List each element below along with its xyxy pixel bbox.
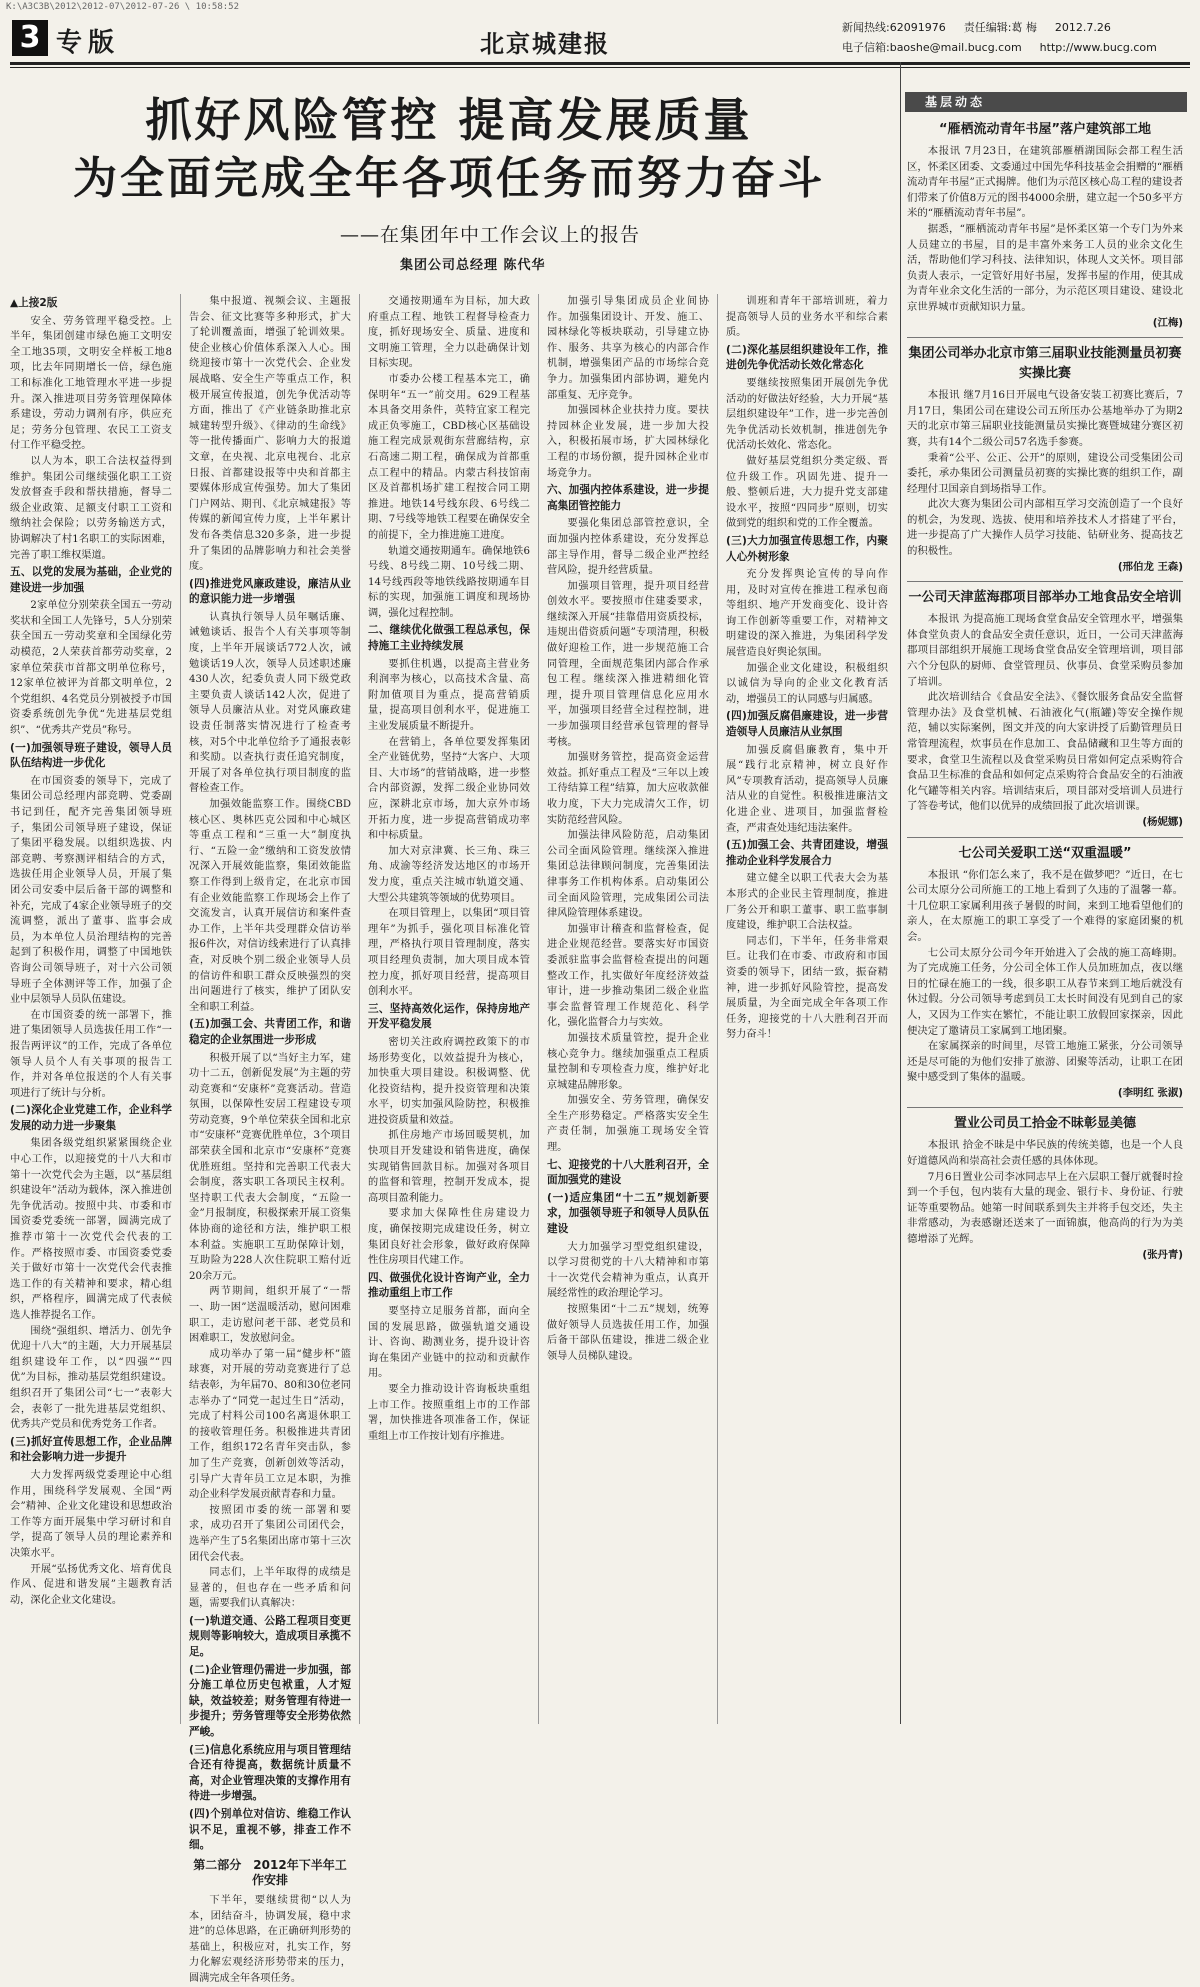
article-paragraph: 加大对京津冀、长三角、珠三角、成渝等经济发达地区的市场开发力度，重点关注城市轨道交通、大型公共建筑等领域的优势项目。 [368, 845, 530, 904]
news-item-author: (李明红 张淑) [1117, 1086, 1183, 1099]
article-paragraph: 加强审计稽查和监督检查，促进企业规范经营。要落实好市国资委派驻监事会监督检查提出的问题整改工作，扎实做好年度经济效益审计，进一步推动集团二级企业监事会监督管理工作规范化、科学化，强化监督合力与实效。 [547, 923, 709, 1029]
article-paragraph: 开展“弘扬优秀文化、培育优良作风、促进和谐发展”主题教育活动，深化企业文化建设。 [10, 1563, 172, 1606]
article-paragraph: 充分发挥舆论宣传的导向作用，及时对宣传在推进工程承包商等组织、地产开发商变化、设计咨询工作创新等重要工作，对精神文明建设的深入推进，为集团科学发展营造良好舆论氛围。 [726, 569, 888, 659]
article-paragraph: 加强安全、劳务管理，确保安全生产形势稳定。严格落实安全生产责任制，加强施工现场安全管理。 [547, 1095, 709, 1154]
article-paragraph: 加强园林企业扶持力度。要扶持园林企业发展，进一步加大投入，积极拓展市场，扩大园林绿化工程的市场份额，提升园林企业市场竞争力。 [547, 405, 709, 479]
headline-line-1: 抓好风险管控 提高发展质量 [145, 93, 753, 147]
news-item-title: 置业公司员工拾金不昧彰显美德 [953, 1116, 1136, 1132]
sidebar-band-title: 基层动态 [905, 92, 1187, 112]
article-paragraph: 按照团市委的统一部署和要求，成功召开了集团公司团代会，选举产生了5名集团出席市第十三次团代会代表。 [189, 1504, 351, 1563]
news-sidebar [900, 62, 1191, 1724]
article-paragraph: 加强反腐倡廉教育，集中开展“践行北京精神，树立良好作风”专项教育活动，提高领导人员廉洁从业的自觉性。积极推进廉洁文化进企业、进项目，加强监督检查，严肃查处违纪违法案件。 [726, 744, 888, 834]
article-paragraph: 大力发挥两级党委理论中心组作用，围绕科学发展观、全国“两会”精神、企业文化建设和思想政治工作等方面开展集中学习研讨和自学，提高了领导人员的理论素养和决策水平。 [10, 1469, 172, 1559]
article-paragraph: 在市国资委的领导下，完成了集团公司总经理内部竞聘、党委副书记到任，配齐完善集团领导班子，集团公司领导班子建设，保证了集团平稳发展。以组织选拔、内部竞聘、考察测评相结合的方式，选拔任用企业领导人员，开展了集团公司安委中层后备干部的调整和补充，完成了4家企业领导班子的交流调整，派出了董事、监事会成员，为本单位人员治理结构的完善起到了积极作用，调整了中国地铁咨询公司领导班子，对十六公司领导班子全体测评等工作，加强了企业中层领导人员队伍建设。 [10, 775, 172, 1006]
article-paragraph: 密切关注政府调控政策下的市场形势变化，以效益提升为核心，加快重大项目建设。积极调整、优化投资结构，提升投资管理和决策水平，切实加强风险防控，积极推进投资质量和效益。 [368, 1036, 530, 1126]
subsection-heading: (四)个别单位对信访、维稳工作认识不足，重视不够，排查工作不细。 [189, 1808, 351, 1852]
subsection-heading: (二)深化企业党建工作，企业科学发展的动力进一步聚集 [10, 1104, 172, 1132]
item-separator [907, 837, 1183, 838]
article-paragraph: 以人为本，职工合法权益得到维护。集团公司继续强化职工工资发放督查手段和帮扶措施，督导二级企业政策、足额支付职工工资和缴纳社会保险；以劳务输送方式，协调解决了村1名职工的实际困难，完善了职工维权渠道。 [10, 455, 172, 561]
article-paragraph: 同志们，上半年取得的成绩是显著的，但也存在一些矛盾和问题，需要我们认真解决： [189, 1567, 351, 1610]
news-item-paragraph: 七公司太原分公司今年开始进入了会战的施工高峰期。为了完成施工任务，分公司全体工作人员加班加点，夜以继日的忙碌在施工的一线，很多职工从春节来到工地后就没有休过假。分公司领导考虑到员工太长时间没有见到自己的家人，又因为工作实在繁忙，不能让职工放假回家探亲，因此便决定了邀请员工家属到工地团聚。 [907, 946, 1183, 1037]
subsection-heading: (三)信息化系统应用与项目管理结合还有待提高，数据统计质量不高，对企业管理决策的支撑作用有待进一步增强。 [189, 1743, 351, 1803]
column-divider [180, 294, 181, 1724]
hotline: 新闻热线:62091976 [842, 21, 946, 34]
subsection-heading: 二、继续优化做强工程总承包，保持施工主业持续发展 [368, 624, 530, 653]
article-paragraph: 集中报道、视频会议、主题报告会、征文比赛等多种形式，扩大了轮训覆盖面，增强了轮训效果。使企业核心价值体系深入人心。围绕迎接市第十一次党代会、企业发展战略、安全生产等重点工作，积极开展宣传报道，创先争优活动等方面，推出了《产业链条助推北京城建转型升级》、《律动的生命线》等一批传播面广、影响力大的报道文章，在央视、北京电视台、北京日报、首都建设报等中央和首都主要媒体形成宣传强势。加大了集团门户网站、期刊、《北京城建报》等传媒的新闻宣传力度，上半年累计发布各类信息320多条，进一步提升了集团的品牌影响力和社会美誉度。 [189, 296, 351, 573]
article-paragraph: 加强法律风险防范，启动集团公司全面风险管理。继续深入推进集团总法律顾问制度，完善集团法律事务工作机构体系。启动集团公司全面风险管理，完成集团公司法律风险管理体系建设。 [547, 830, 709, 920]
article-column [726, 294, 888, 1724]
news-item-author: (邢伯龙 王森) [1117, 560, 1183, 573]
news-item-title: 七公司关爱职工送“双重温暖” [958, 845, 1132, 861]
news-item-paragraph: 本报讯 “你们怎么来了，我不是在做梦吧？”近日，在七公司太原分公司所施工的工地上看到了久违的了温馨一幕。十几位职工家属利用孩子暑假的时间，来到工地看望他们的亲人，在太原施工的职工享受了一个难得的家庭团聚的机会。 [907, 868, 1183, 943]
article-paragraph: 交通按期通车为目标，加大政府重点工程、地铁工程督导检查力度，抓好现场安全、质量、进度和文明施工管理，全力以赴确保计划目标实现。 [368, 296, 530, 370]
article-column [10, 294, 172, 1724]
article-paragraph: 要求加大保障性住房建设力度，确保按期完成建设任务，树立集团良好社会形象，做好政府保障性住房项目代建工作。 [368, 1208, 530, 1267]
subsection-heading: 四、做强优化设计咨询产业，全力推动重组上市工作 [368, 1271, 530, 1300]
item-separator [907, 1107, 1183, 1108]
news-item-paragraph: 此次大赛为集团公司内部相互学习交流创造了一个良好的机会，为发现、选拔、使用和培养技术人才搭建了平台，进一步提高了广大操作人员学习技能、钻研业务、提高技艺的积极性。 [907, 498, 1183, 558]
article-paragraph: 按照集团“十二五”规划，统筹做好领导人员选拔任用工作，加强后备干部队伍建设，推进二级企业领导人员梯队建设。 [547, 1304, 709, 1362]
sidebar-news-item [907, 344, 1183, 582]
article-paragraph: 抓住房地产市场回暖契机，加快项目开发建设和销售进度，确保实现销售回款目标。加强对各项目的监督和管理，控制开发成本，提高项目盈利能力。 [368, 1130, 530, 1204]
column-divider [717, 294, 718, 1724]
news-item-author: (杨妮娜) [1142, 815, 1183, 828]
article-paragraph: 在市国资委的统一部署下，推进了集团领导人员选拔任用工作“一报告两评议”的工作，完成了各单位领导人员个人有关事项的报告工作，并对各单位报送的个人有关事项进行了统计与分析。 [10, 1009, 172, 1099]
article-paragraph: 积极开展了以“当好主力军，建功十二五，创新促发展”为主题的劳动竞赛和“安康杯”竞赛活动。营造氛围，以保障性安居工程建设专项劳动竞赛，9个单位荣获全国和北京市“安康杯”竞赛优胜单位，3个项目部荣获全国和北京市“安康杯”竞赛优胜班组。坚持和完善职工代表大会制度，落实职工各项民主权利。坚持职工代表大会制度，“五险一金”月报制度，积极探索开展工资集体协商的途径和方法，维护职工根本利益。实施职工互助保障计划，互助险为228人次住院职工赔付近20余万元。 [189, 1052, 351, 1282]
paper-name: 北京城建报 [480, 30, 610, 58]
headline-line-2: 为全面完成全年各项任务而努力奋斗 [73, 153, 825, 204]
website: http://www.bucg.com [1039, 41, 1157, 54]
subsection-heading: 三、坚持高效化运作，保持房地产开发平稳发展 [368, 1002, 530, 1031]
column-divider [359, 294, 360, 1724]
news-item-author: (江梅) [1152, 316, 1183, 329]
news-item-paragraph: 7月6日置业公司李冰同志早上在六层职工餐厅就餐时捡到一个手包，包内装有大量的现金、银行卡、身份证、行驶证等重要物品。她第一时间联系到失主并将手包交还，失主非常感动，为表感谢还送来了一面锦旗，他高尚的行为为美德增添了光辉。 [907, 1170, 1183, 1246]
subsection-heading: (三)大力加强宣传思想工作，内聚人心外树形象 [726, 534, 888, 563]
item-separator [907, 337, 1183, 338]
article-headline-block [10, 78, 888, 288]
article-column [368, 294, 530, 1724]
news-item-paragraph: 秉着“公平、公正、公开”的原则，建设公司受集团公司委托，承办集团公司测量员初赛的实操比赛的组织工作，副经理付卫国亲自到场指导工作。 [907, 451, 1183, 495]
subsection-heading: (一)轨道交通、公路工程项目变更规则等影响较大，造成项目承揽不足。 [189, 1614, 351, 1659]
article-paragraph: 加强技术质量管控，提升企业核心竞争力。继续加强重点工程质量控制和专项检查力度，维护好北京城建品牌形象。 [547, 1032, 709, 1091]
subsection-heading: (二)深化基层组织建设年工作，推进创先争优活动长效化常态化 [726, 343, 888, 372]
article-paragraph: 加强企业文化建设，积极组织以诚信为导向的企业文化教育活动，增强员工的认同感与归属感。 [726, 662, 888, 705]
page-type: 专版 [56, 28, 121, 58]
subsection-heading: (一)加强领导班子建设，领导人员队伍结构进一步优化 [10, 741, 172, 770]
page-number: 3 [12, 20, 48, 56]
article-paragraph: 2家单位分别荣获全国五一劳动奖状和全国工人先锋号，5人分别荣获全国五一劳动奖章和全国绿化劳动模范，2人荣获首都劳动奖章，2家单位荣获市首都文明单位称号，12家单位被评为首都文明单位，2个党组织、4名党员分别被授予市国资委系统创先争优“先进基层党组织”、“优秀共产党员”称号。 [10, 600, 172, 737]
subsection-heading: 五、以党的发展为基础，企业党的建设进一步加强 [10, 566, 172, 594]
article-paragraph: 加强财务管控，提高资金运营效益。抓好重点工程及“三年以上竣工待结算工程”结算，加大应收款催收力度，下大力完成清欠工作，切实防范经营风险。 [547, 752, 709, 826]
subsection-heading: (四)加强反腐倡廉建设，进一步营造领导人员廉洁从业氛围 [726, 710, 888, 739]
editor: 责任编辑:葛 梅 [963, 21, 1037, 34]
article-paragraph: 轨道交通按期通车。确保地铁6号线、8号线二期、10号线二期、14号线西段等地铁线路按期通车目标的实现，加强施工调度和现场协调，强化过程控制。 [368, 545, 530, 619]
article-paragraph: 下半年，要继续贯彻“以人为本，团结奋斗，协调发展，稳中求进”的总体思路，在正确研判形势的基础上，积极应对，扎实工作，努力化解宏观经济形势带来的压力，圆满完成全年各项任务。 [189, 1894, 351, 1984]
item-separator [907, 581, 1183, 582]
news-item-paragraph: 此次培训结合《食品安全法》、《餐饮服务食品安全监督管理办法》及食堂机械、石油液化气(瓶罐)等安全操作规范，辅以实际案例，图文并茂的向大家讲授了后勤管理员日常管理流程，炊事员在作息加工、食品储藏和卫生等方面的要求，食堂卫生流程以及食堂采购员日常如何定点采购符合食品卫生标准的食品和如何定点采购符合食品安全的石油液化气罐等相关内容。培训结束后，项目部对受培训人员进行了答卷考试，他们以优异的成绩回报了此次培训课。 [907, 691, 1183, 813]
sidebar-news-item [907, 1114, 1183, 1263]
article-subtitle: ——在集团年中工作会议上的报告 [340, 224, 641, 246]
news-item-paragraph: 在家属探亲的时间里，尽管工地施工紧张，分公司领导还是尽可能的为他们安排了旅游、团聚等活动，让职工在团聚中感受到了集体的温暖。 [907, 1040, 1183, 1084]
article-byline: 集团公司总经理 陈代华 [400, 258, 546, 273]
news-item-author: (张丹青) [1142, 1248, 1183, 1261]
sidebar-items [907, 120, 1183, 1720]
subsection-heading: (二)企业管理仍需进一步加强，部分施工单位历史包袱重，人才短缺，效益较差；财务管理有待进一步提升；劳务管理等安全形势依然严峻。 [189, 1663, 351, 1739]
news-item-paragraph: 据悉，“雁栖流动青年书屋”是怀柔区第一个专门为外来人员建立的书屋，目的是丰富外来务工人员的业余文化生活，帮助他们学习科技、法律知识，体现人文关怀。项目部负责人表示，一定管好用好书屋，发挥书屋的作用，使其成为青年业余文化生活的一部分，为示范区项目建设、建设北京世界城市贡献知识力量。 [907, 222, 1183, 313]
column-divider [538, 294, 539, 1724]
article-paragraph: 要继续按照集团开展创先争优活动的好做法好经验，大力开展“基层组织建设年”工作，进一步完善创先争优活动长效机制，推进创先争优活动长效化、常态化。 [726, 377, 888, 452]
news-item-title: “雁栖流动青年书屋”落户建筑部工地 [938, 122, 1152, 137]
article-paragraph: 要坚持立足服务首都，面向全国的发展思路，做强轨道交通设计、咨询、勘测业务，提升设计咨询在集团产业链中的拉动和贡献作用。 [368, 1306, 530, 1380]
article-paragraph: 市委办公楼工程基本完工，确保明年“五一”前交用。629工程基本具备交用条件，英特宜家工程完成正负零施工，CBD核心区基础设施工程完成景观街东营廊结构，京石高速二期工程，确保成为首都重点工程中的精品。内蒙古科技馆南区及首都机场扩建工程按合同工期推进。地铁14号线东段、6号线二期、7号线等地铁工程要在确保安全的前提下，全力推进施工进度。 [368, 373, 530, 541]
sidebar-news-item [907, 588, 1183, 837]
subsection-heading: 六、加强内控体系建设，进一步提高集团管控能力 [547, 484, 709, 512]
article-paragraph: 认真执行领导人员年嘱话廉、诫勉谈话、报告个人有关事项等制度，上半年开展谈话772人次，诫勉谈话19人次，领导人员述职述廉430人次，纪委负责人同下级党政主要负责人谈话142人次，促进了领导人员廉洁从业。对党风廉政建设责任制落实情况进行了检查考核，对5个中北单位给予了通报表彰和奖励。以查执行责任追究制度，开展了对各单位执行项目制度的监督检查工作。 [189, 611, 351, 795]
header-info [842, 18, 1157, 58]
sidebar-news-item [907, 844, 1183, 1109]
article-paragraph: 围绕“强组织、增活力、创先争优迎十八大”的主题，大力开展基层组织建设年工作，以“四强”“四优”为目标，推动基层党组织建设。组织召开了集团公司“七一”表彰大会，表彰了一批先进基层党组织、优秀共产党员和优秀党务工作者。 [10, 1325, 172, 1431]
article-paragraph: 在项目管理上，以集团“项目管理年”为抓手，强化项目标准化管理，严格执行项目管理制度，落实项目经理负责制，加大项目成本管控力度，抓好项目经营，提高项目创利水平。 [368, 908, 530, 998]
issue-date: 2012.7.26 [1054, 21, 1111, 34]
section-heading: 第二部分 2012年下半年工作安排 [193, 1857, 347, 1888]
page-header [0, 14, 1200, 62]
news-item-paragraph: 本报讯 为提高施工现场食堂食品安全管理水平，增强集体食堂负责人的食品安全责任意识，近日，一公司天津蓝海郡项目部组织开展施工现场食堂食品安全管理培训，项目部六个分包队的厨师、食堂管理员、伙事员、食堂采购员参加了培训。 [907, 613, 1183, 688]
print-slug: K:\A3C3B\2012\2012-07\2012-07-26 \ 10:58:52 [6, 2, 239, 12]
article-column [189, 294, 351, 1984]
article-paragraph: 安全、劳务管理平稳受控。上半年，集团创建市绿色施工文明安全工地35项，文明安全样板工地8项，比去年同期增长一倍，绿色施工和标准化工地管理水平进一步提升。深入推进项目劳务管理保障体系建设，劳动力调剂有序，供应充足；劳务分包管理、农民工工资支付工作平稳受控。 [10, 315, 172, 452]
news-item-title: 一公司天津蓝海郡项目部举办工地食品安全培训 [908, 590, 1182, 606]
article-body [10, 294, 888, 1984]
article-paragraph: 两节期间，组织开展了“一帮一、助一困”送温暖活动，慰问困难职工，走访慰问老干部、老党员和困难职工，发放慰问金。 [189, 1286, 351, 1345]
article-paragraph: 集团各级党组织紧紧围绕企业中心工作，以迎接党的十八大和市第十一次党代会为主题，以“基层组织建设年”活动为载体，深入推进创先争优活动。按照中共、市委和市国资委党委统一部署，圆满完成了推荐市第十一次党代会代表的工作。严格按照市委、市国资委党委关于做好市第十一次党代会代表推选工作的有关精神和要求，精心组织，严格程序，圆满完成了代表候选人推荐提名工作。 [10, 1138, 172, 1321]
article-paragraph: 建立健全以职工代表大会为基本形式的企业民主管理制度，推进厂务公开和职工董事、职工监事制度建设，维护职工合法权益。 [726, 873, 888, 932]
article-paragraph: 要全力推动设计咨询板块重组上市工作。按照重组上市的工作部署，加快推进各项准备工作，保证重组上市工作按计划有序推进。 [368, 1383, 530, 1442]
article-paragraph: 训班和青年干部培训班，着力提高领导人员的业务水平和综合素质。 [726, 296, 888, 339]
article-paragraph: 加强效能监察工作。围绕CBD核心区、奥林匹克公园和中心城区等重点工程和“三重一大”制度执行、“五险一金”缴纳和工资发放情况深入开展效能监察，集团效能监察工作得到上级肯定，在北京市国有企业效能监察工作现场会上作了交流发言，认真开展信访和案件查办工作，上半年共受理群众信访举报6件次，对信访线索进行了认真排查，对反映个别二级企业领导人员的信访件和职工群众反映强烈的突出问题进行了核实，维护了团队安全和职工利益。 [189, 799, 351, 1013]
subsection-heading: (五)加强工会、共青团工作，和谐稳定的企业氛围进一步形成 [189, 1018, 351, 1046]
subsection-heading: ▲上接2版 [10, 297, 58, 309]
article-paragraph: 成功举办了第一届“健步杯”篮球赛，对开展的劳动竞赛进行了总结表彰，为年届70、80和30位老同志举办了“同党一起过生日”活动，完成了村料公司100名离退休职工的接收管理任务。积极推进共青团工作，组织172名青年突击队，参加了生产竞赛，创新创效等活动，引导广大青年员工立足本职，为推动企业科学发展贡献青春和力量。 [189, 1348, 351, 1501]
news-item-paragraph: 本报讯 7月23日，在建筑部雁栖湖国际会都工程生活区，怀柔区团委、文委通过中国先华科技基金会捐赠的“雁栖流动青年书屋”正式揭牌。他们为示范区核心岛工程的建设者们带来了价值8万元的图书4000余册，建立起一个50多平方米的“雁栖流动青年书屋”。 [907, 145, 1183, 220]
article-paragraph: 同志们，下半年，任务非常艰巨。让我们在市委、市政府和市国资委的领导下，团结一致，振奋精神，进一步抓好风险管控，提高发展质量，为全面完成全年各项工作任务，迎接党的十八大胜利召开而努力奋斗！ [726, 935, 888, 1041]
subsection-heading: (五)加强工会、共青团建设，增强推动企业科学发展合力 [726, 839, 888, 867]
article-paragraph: 要抓住机遇，以提高主营业务利润率为核心，以高技术含量、高附加值项目为重点，提高营销质量，提高项目创利水平，促进施工主业发展质量不断提升。 [368, 658, 530, 733]
subsection-heading: (四)推进党风廉政建设，廉洁从业的意识能力进一步增强 [189, 577, 351, 606]
news-item-paragraph: 本报讯 拾金不昧是中华民族的传统美德，也是一个人良好道德风尚和崇高社会责任感的具体体现。 [907, 1139, 1183, 1168]
subsection-heading: (三)抓好宣传思想工作，企业品牌和社会影响力进一步提升 [10, 1435, 172, 1464]
news-item-title: 集团公司举办北京市第三届职业技能测量员初赛实操比赛 [908, 346, 1182, 382]
article-paragraph: 加强引导集团成员企业间协作。加强集团设计、开发、施工、园林绿化等板块联动，引导建立协作、服务、共享为核心的内部合作机制，增强集团产品的市场综合竞争力。加强集团内部协调，避免内部重复、无序竞争。 [547, 296, 709, 401]
article-paragraph: 在营销上，各单位要发挥集团全产业链优势，坚持“大客户、大项目、大市场”的营销战略，进一步整合内部资源，发挥二级企业协同效应，深耕北京市场，加大京外市场开拓力度，进一步提高营销成功率和中标质量。 [368, 736, 530, 842]
subsection-heading: (一)适应集团“十二五”规划新要求，加强领导班子和领导人员队伍建设 [547, 1191, 709, 1236]
article-column [547, 294, 709, 1724]
subsection-heading: 七、迎接党的十八大胜利召开，全面加强党的建设 [547, 1158, 709, 1187]
article-paragraph: 要强化集团总部管控意识，全面加强内控体系建设，充分发挥总部主导作用，督导二级企业严控经营风险，提升经营质量。 [547, 518, 709, 577]
article-paragraph: 做好基层党组织分类定级、晋位升级工作。巩固先进、提升一般、整顿后进，大力提升党支部建设水平，按照“四同步”原则，切实做到党的组织和党的工作全覆盖。 [726, 455, 888, 530]
article-paragraph: 加强项目管理，提升项目经营创效水平。要按照市住建委要求，继续深入开展“挂靠借用资质投标，违规出借资质问题”专项清理，积极做好迎检工作，进一步规范施工合同管理，全面规范集团内部合作承包工程。继续深入推进精细化管理，提升项目管理信息化应用水平，加强项目经营全过程控制，进一步加强项目经营承包管理的督导考核。 [547, 580, 709, 748]
news-item-paragraph: 本报讯 继7月16日开展电气设备安装工初赛比赛后，7月17日，集团公司在建设公司五所压办公基地举办了为期2天的北京市第三届职业技能测量员实操比赛暨城建分赛区初赛，共有14个二级公司57名选手参赛。 [907, 389, 1183, 448]
article-paragraph: 大力加强学习型党组织建设，以学习贯彻党的十八大精神和市第十一次党代会精神为重点，认真开展经常性的政治理论学习。 [547, 1241, 709, 1300]
email: 电子信箱:baoshe@mail.bucg.com [842, 41, 1022, 54]
sidebar-news-item [907, 120, 1183, 338]
